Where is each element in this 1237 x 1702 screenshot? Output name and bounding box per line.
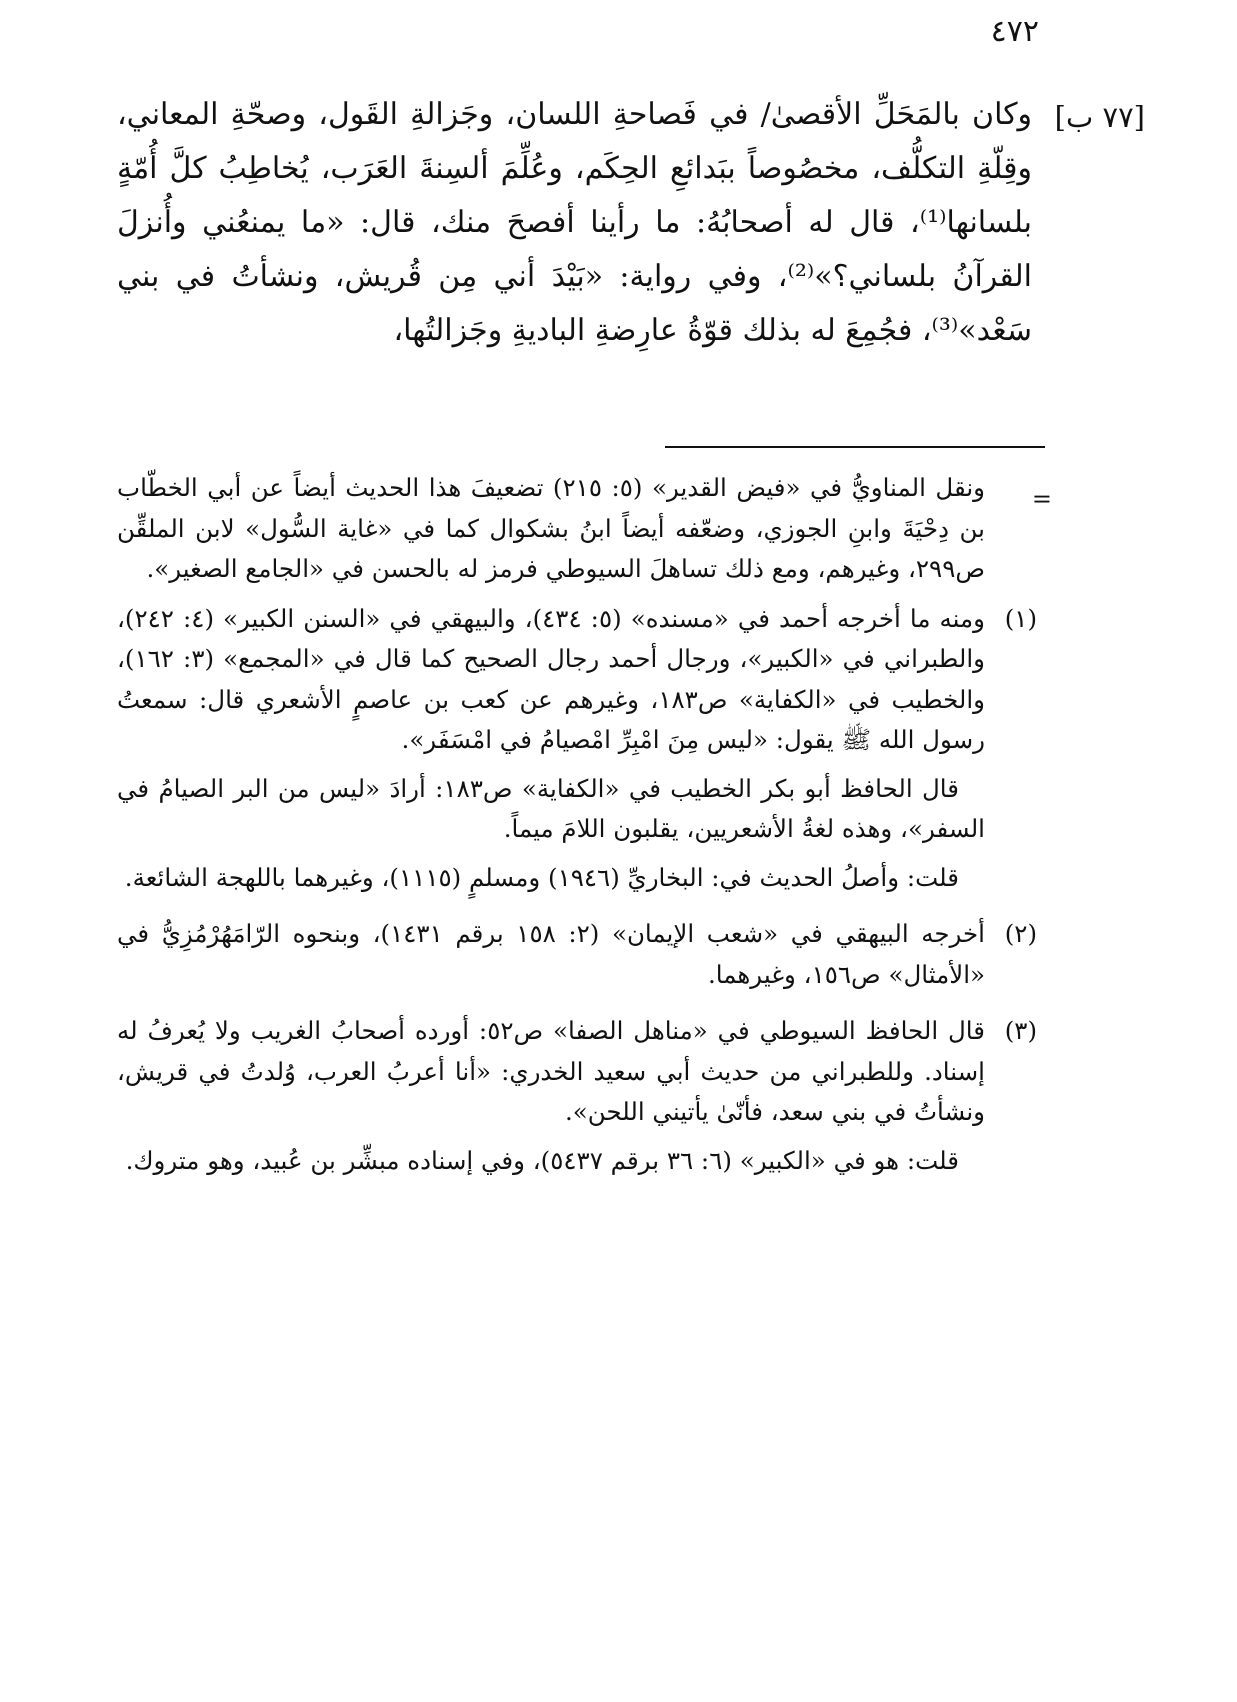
footnote-2 bbox=[117, 914, 1037, 1003]
footnote-1 bbox=[117, 599, 1037, 907]
footnote-body bbox=[117, 914, 985, 1003]
footnote-body bbox=[117, 1011, 985, 1189]
page-number: ٤٧٢ bbox=[990, 14, 1039, 49]
footnote-paragraph: قال الحافظ أبو بكر الخطيب في «الكفاية» ص١٨٣: أرادَ «ليس من البر الصيامُ في السفر»، وهذه لغةُ الأشعريين، يقلبون اللامَ ميماً. bbox=[117, 773, 985, 843]
footnote-number: (٣) bbox=[1004, 1016, 1037, 1045]
footnote-number: (١) bbox=[1004, 603, 1037, 633]
main-paragraph: وكان بالمَحَلِّ الأقصىٰ/ في فَصاحةِ اللسان، وجَزالةِ القَول، وصحّةِ المعاني، وقِلّةِ التكلُّف، مخصُوصاً ببَدائعِ الحِكَم، وعُلِّمَ ألسِنةَ العَرَب، يُخاطِبُ كلَّ أُمّةٍ بلسانها⁽¹⁾، قال له أصحابُهُ: ما رأينا أفصحَ منك، قال: «ما يمنعُني وأُنزلَ القرآنُ بلساني؟»⁽²⁾، وفي رواية: «بَيْدَ أني مِن قُريش، ونشأتُ في بني سَعْد»⁽³⁾، فجُمِعَ له بذلك قوّةُ عارِضةِ الباديةِ وجَزالتُها، bbox=[117, 97, 1032, 348]
footnote-paragraph: قال الحافظ السيوطي في «مناهل الصفا» ص٥٢: أورده أصحابُ الغريب ولا يُعرفُ له إسناد. وللطبراني من حديث أبي سعيد الخدري: «أنا أعربُ العرب، وُلدتُ في قريش، ونشأتُ في بني سعد، فأنّىٰ يأتيني اللحن». bbox=[117, 1016, 985, 1126]
footnotes bbox=[117, 468, 1037, 1197]
footnote-divider bbox=[665, 446, 1045, 448]
footnote-number: (٢) bbox=[1004, 919, 1037, 948]
continuation-mark: = bbox=[1031, 485, 1052, 513]
footnote-3 bbox=[117, 1011, 1037, 1189]
footnote-paragraph: قلت: وأصلُ الحديث في: البخاريِّ (١٩٤٦) ومسلمٍ (١١١٥)، وغيرهما باللهجة الشائعة. bbox=[124, 862, 959, 892]
footnote-body bbox=[117, 599, 985, 907]
folio-marker: [٧٧ ب] bbox=[1054, 100, 1145, 134]
footnote-paragraph: قلت: هو في «الكبير» (٦: ٣٦ برقم ٥٤٣٧)، وفي إسناده مبشِّر بن عُبيد، وهو متروك. bbox=[125, 1145, 959, 1175]
footnote-paragraph: أخرجه البيهقي في «شعب الإيمان» (٢: ١٥٨ برقم ١٤٣١)، وبنحوه الرّامَهُرْمُزِيُّ في «الأمثال» ص١٥٦، وغيرهما. bbox=[117, 919, 985, 989]
main-text bbox=[117, 88, 1032, 358]
footnote-paragraph: ومنه ما أخرجه أحمد في «مسنده» (٥: ٤٣٤)، والبيهقي في «السنن الكبير» (٤: ٢٤٢)، والطبراني في «الكبير»، ورجال أحمد رجال الصحيح كما قال في «المجمع» (٣: ١٦٢)، والخطيب في «الكفاية» ص١٨٣، وغيرهم عن كعب بن عاصمٍ الأشعري قال: سمعتُ رسول الله ﷺ يقول: «ليس مِنَ امْبِرِّ امْصيامُ في امْسَفَر». bbox=[117, 603, 985, 754]
footnote-continuation: ونقل المناويُّ في «فيض القدير» (٥: ٢١٥) تضعيفَ هذا الحديث أيضاً عن أبي الخطّاب بن دِحْيَةَ وابنِ الجوزي، وضعّفه أيضاً ابنُ بشكوال كما في «غاية السُّول» لابن الملقِّن ص٢٩٩، وغيرهم، ومع ذلك تساهلَ السيوطي فرمز له بالحسن في «الجامع الصغير». bbox=[117, 473, 985, 583]
